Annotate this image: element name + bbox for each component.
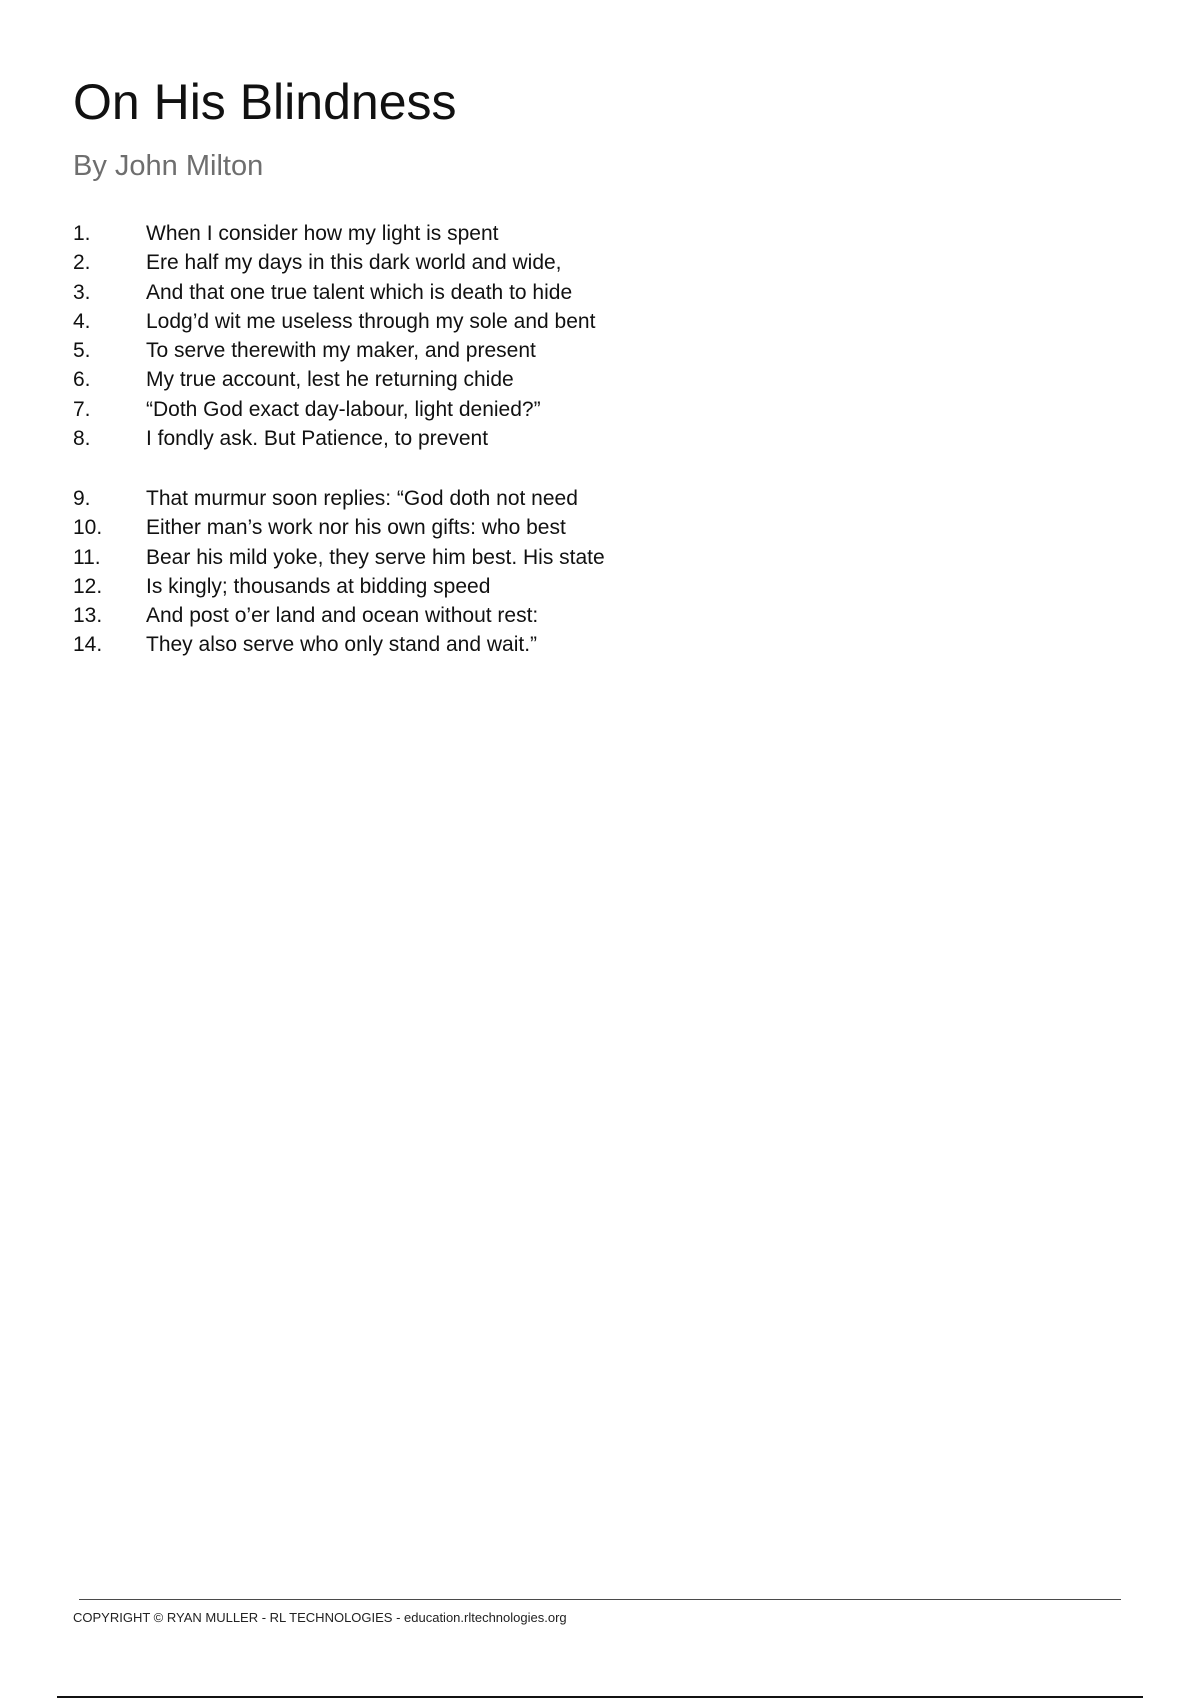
line-number: 10. bbox=[73, 516, 103, 540]
line-text: And post o’er land and ocean without rest: bbox=[146, 604, 539, 628]
line-number: 8. bbox=[73, 427, 91, 451]
line-text: That murmur soon replies: “God doth not need bbox=[146, 487, 578, 510]
line-text: Ere half my days in this dark world and wide, bbox=[146, 251, 562, 275]
line-number: 13. bbox=[73, 604, 103, 628]
line-number: 12. bbox=[73, 574, 103, 598]
line-number: 5. bbox=[73, 339, 91, 363]
line-number: 1. bbox=[73, 222, 91, 245]
line-text: “Doth God exact day-labour, light denied?” bbox=[146, 397, 541, 421]
line-number: 9. bbox=[73, 487, 91, 510]
document-title: On His Blindness bbox=[73, 74, 457, 130]
line-number: 2. bbox=[73, 251, 91, 275]
line-text: My true account, lest he returning chide bbox=[146, 368, 514, 392]
line-text: Is kingly; thousands at bidding speed bbox=[146, 574, 491, 598]
line-number: 6. bbox=[73, 368, 91, 392]
line-number: 11. bbox=[73, 545, 101, 569]
line-text: When I consider how my light is spent bbox=[146, 222, 499, 245]
copyright-footer: COPYRIGHT © RYAN MULLER - RL TECHNOLOGIES - education.rltechnologies.org bbox=[73, 1610, 567, 1625]
line-text: They also serve who only stand and wait.” bbox=[146, 633, 538, 657]
line-number: 7. bbox=[73, 397, 91, 421]
line-text: And that one true talent which is death to hide bbox=[146, 280, 573, 304]
line-text: To serve therewith my maker, and present bbox=[146, 339, 536, 363]
line-text: Bear his mild yoke, they serve him best. His state bbox=[146, 545, 605, 569]
footer-divider bbox=[79, 1599, 1121, 1600]
line-number: 3. bbox=[73, 280, 91, 304]
author-byline: By John Milton bbox=[73, 150, 264, 182]
line-text: Lodg’d wit me useless through my sole and bent bbox=[146, 309, 596, 333]
line-text: Either man’s work nor his own gifts: who best bbox=[146, 516, 566, 540]
line-text: I fondly ask. But Patience, to prevent bbox=[146, 427, 489, 451]
page-bottom-divider bbox=[57, 1696, 1143, 1698]
line-number: 14. bbox=[73, 633, 103, 657]
line-number: 4. bbox=[73, 309, 91, 333]
